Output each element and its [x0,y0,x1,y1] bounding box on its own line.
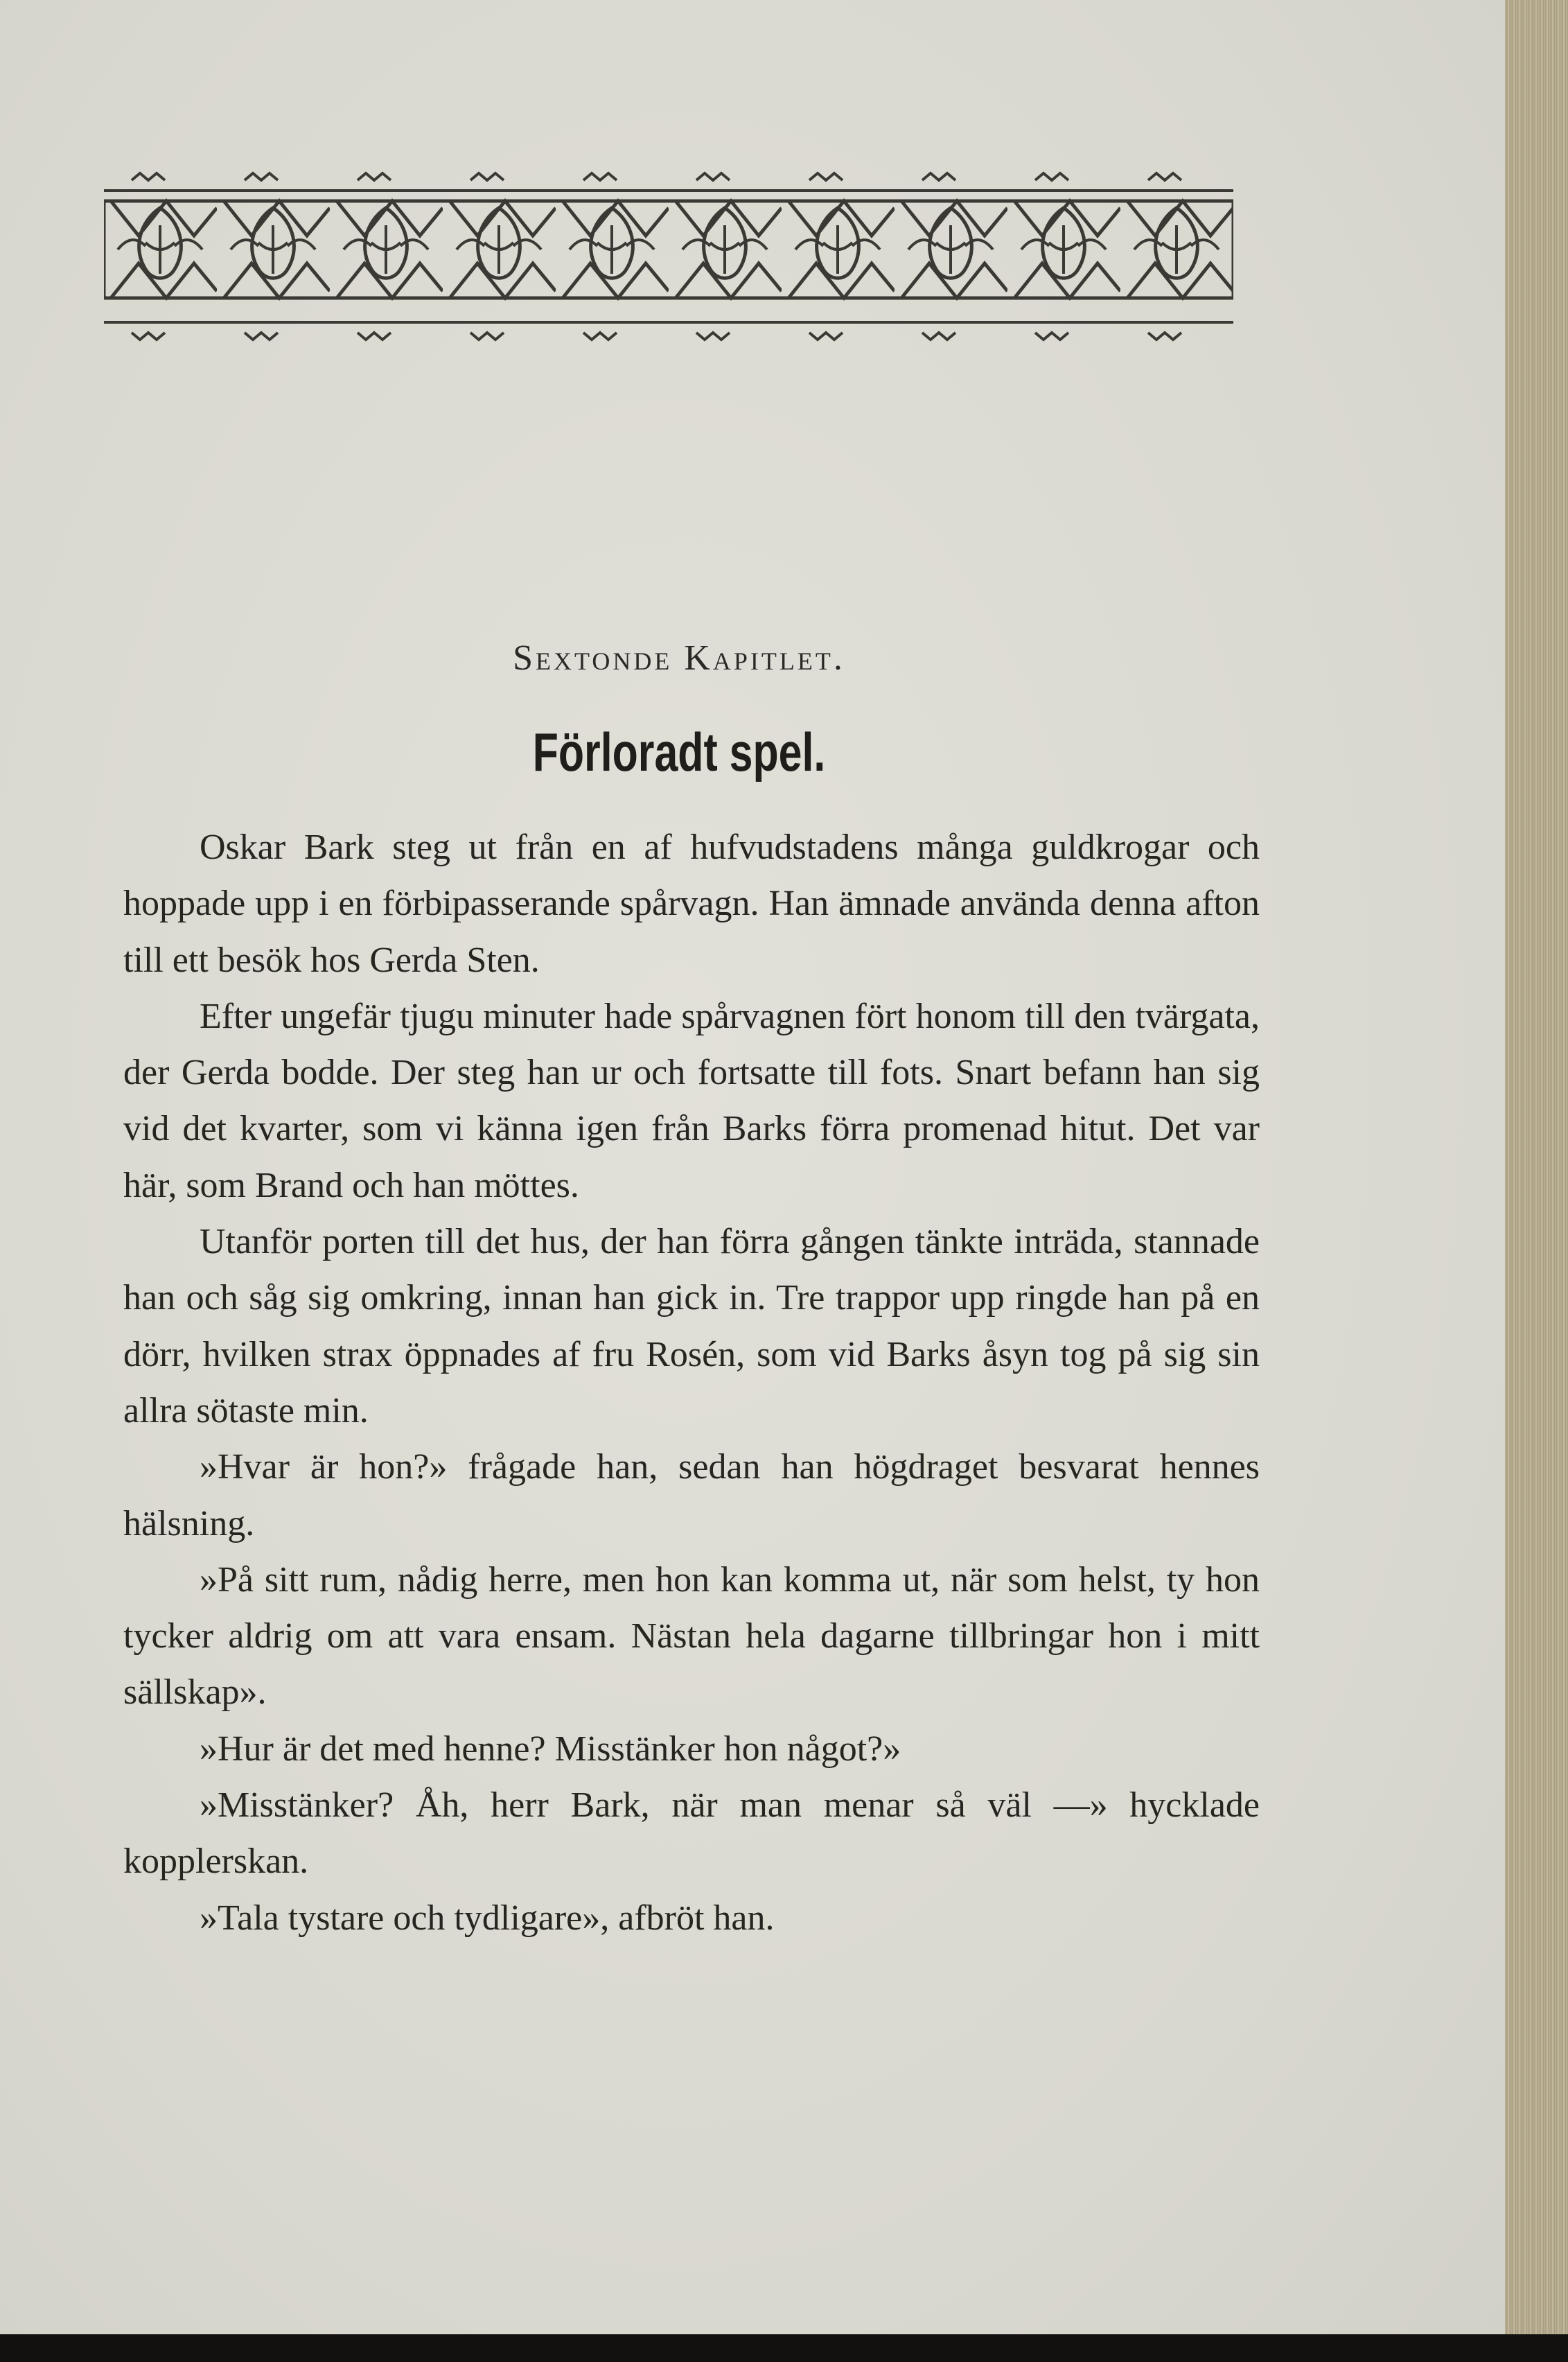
chapter-title: Förloradt spel. [532,721,826,782]
paragraph: Utanför porten till det hus, der han förra gången tänkte inträda, stannade han och såg sig omkring, innan han gick in. Tre trappor upp ringde han på en dörr, hvilken strax öppnades af fru Rosén, som vid Barks åsyn tog på sig sin allra sötaste min. [123,1222,1260,1431]
decorative-header-ornament [104,159,1233,353]
chapter-heading [0,638,1358,679]
body-text [123,819,1260,1946]
paragraph: »Tala tystare och tydligare», afbröt han. [200,1898,775,1938]
scan-background [0,2334,1568,2362]
paragraph: Efter ungefär tjugu minuter hade spårvagnen fört honom till den tvärgata, der Gerda bodde. Der steg han ur och fortsatte till fots. Snart befann han sig vid det kvarter, som vi känna igen från Barks förra promenad hitut. Det var här, som Brand och han möttes. [123,996,1260,1205]
paragraph: »Hvar är hon?» frågade han, sedan han högdraget besvarat hennes hälsning. [123,1447,1260,1543]
page-fore-edge [1505,0,1568,2334]
paragraph: »Hur är det med henne? Misstänker hon något?» [200,1729,901,1769]
paragraph: »Misstänker? Åh, herr Bark, när man menar så väl —» hycklade kopplerskan. [123,1785,1260,1882]
chapter-heading-text: Sextonde Kapitlet. [513,638,845,678]
paragraph: »På sitt rum, nådig herre, men hon kan komma ut, när som helst, ty hon tycker aldrig om att vara ensam. Nästan hela dagarne tillbringar hon i mitt sällskap». [123,1559,1260,1713]
paragraph: Oskar Bark steg ut från en af hufvudstadens många guldkrogar och hoppade upp i en förbipasserande spårvagn. Han ämnade använda denna afton till ett besök hos Gerda Sten. [123,828,1260,980]
